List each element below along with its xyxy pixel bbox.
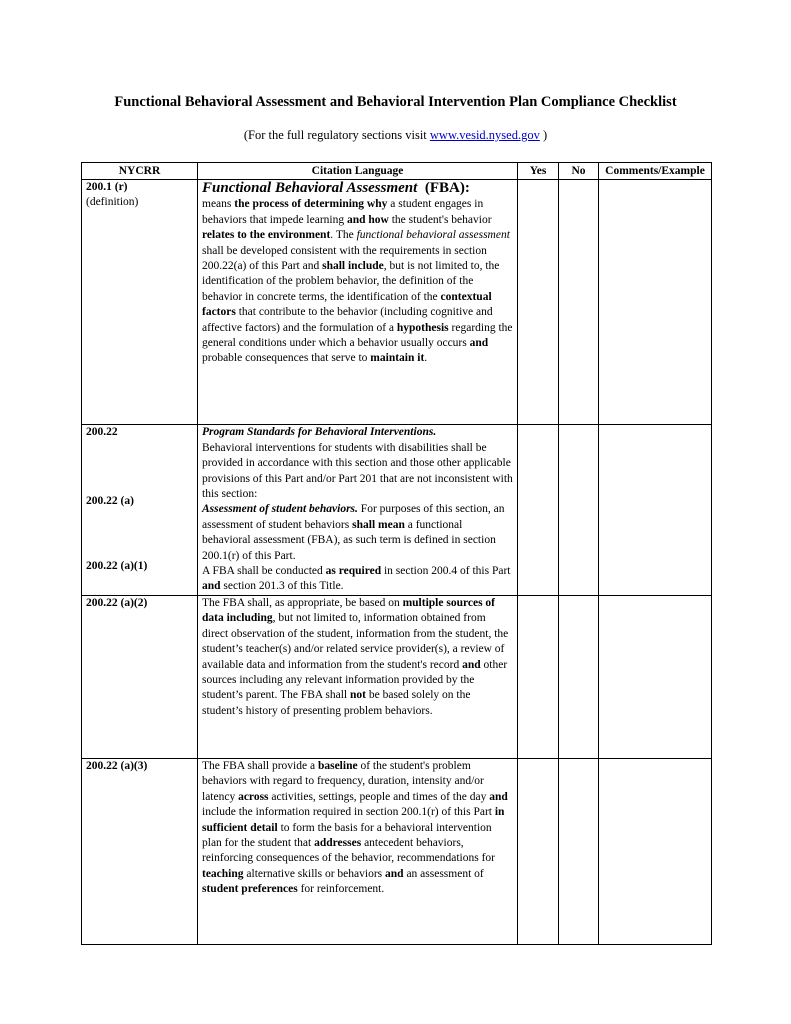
citation: 200.22 bbox=[86, 426, 118, 439]
text-run: and how bbox=[346, 213, 389, 226]
subtitle-after: ) bbox=[539, 128, 548, 142]
page-title: Functional Behavioral Assessment and Behavioral Intervention Plan Compliance Checklist bbox=[114, 94, 677, 110]
page-subtitle bbox=[0, 128, 791, 143]
text-run: probable consequences that serve to bbox=[202, 352, 371, 365]
citation-text bbox=[202, 596, 513, 719]
nycrr-cell bbox=[82, 425, 198, 595]
text-run: The FBA shall, as appropriate, be based on bbox=[202, 596, 403, 609]
citation: 200.22 (a)(1) bbox=[86, 560, 148, 573]
row-heading: Program Standards for Behavioral Interventions. bbox=[202, 426, 437, 439]
table-row bbox=[82, 595, 712, 758]
citation: 200.22 (a) bbox=[86, 495, 134, 508]
header-nycrr: NYCRR bbox=[82, 163, 198, 180]
text-run: to form the basis for a behavioral intervention plan for the student that bbox=[202, 821, 492, 849]
yes-cell[interactable] bbox=[518, 425, 559, 595]
text-run: functional behavioral assessment bbox=[356, 229, 510, 242]
comments-cell[interactable] bbox=[599, 425, 712, 595]
table-row bbox=[82, 425, 712, 595]
text-run: include the information required in section 200.1(r) of this Part bbox=[202, 806, 495, 819]
text-run: and bbox=[202, 580, 221, 593]
table-header-row bbox=[82, 163, 712, 180]
text-run: multiple sources of data including bbox=[202, 596, 495, 625]
text-run: the student's behavior bbox=[388, 213, 492, 226]
comments-cell[interactable] bbox=[599, 595, 712, 758]
text-run: of the student's problem behaviors with regard to frequency, duration, intensity and/or latency bbox=[202, 759, 484, 803]
citation: 200.1 (r) bbox=[86, 181, 128, 194]
header-citation-language: Citation Language bbox=[198, 163, 518, 180]
text-run: for reinforcement. bbox=[297, 883, 385, 896]
text-run: baseline bbox=[317, 759, 358, 772]
citation-text bbox=[202, 197, 513, 366]
comments-cell[interactable] bbox=[599, 180, 712, 425]
citation-text bbox=[202, 759, 513, 898]
text-run: an assessment of bbox=[403, 867, 484, 880]
text-run: For purposes of this section, an assessment of student behaviors bbox=[202, 503, 505, 531]
no-cell[interactable] bbox=[559, 425, 599, 595]
text-run: and bbox=[462, 658, 481, 671]
text-run: and bbox=[385, 867, 404, 880]
text-run: section 201.3 of this Title. bbox=[220, 580, 344, 593]
subtitle-before: (For the full regulatory sections visit bbox=[243, 128, 430, 142]
citation-note: (definition) bbox=[86, 196, 139, 209]
text-run: teaching bbox=[202, 867, 244, 880]
text-run: a student engages in behaviors that impede learning bbox=[202, 198, 484, 226]
text-run: the process of determining why bbox=[234, 198, 388, 211]
text-run: antecedent behaviors, reinforcing consequences of the behavior, recommendations for bbox=[202, 836, 495, 865]
citation: 200.22 (a)(2) bbox=[86, 596, 148, 609]
text-run: alternative skills or behaviors bbox=[243, 867, 386, 880]
text-run: in sufficient detail bbox=[202, 806, 505, 834]
yes-cell[interactable] bbox=[518, 595, 559, 758]
text-run: and bbox=[489, 790, 508, 803]
header-comments: Comments/Example bbox=[599, 163, 712, 180]
comments-cell[interactable] bbox=[599, 758, 712, 944]
vesid-link[interactable]: www.vesid.nysed.gov bbox=[429, 128, 540, 142]
citation-text bbox=[202, 441, 513, 595]
text-run: means bbox=[202, 198, 235, 211]
text-run: , but not limited to, information obtained from direct observation of the student, information from the student, the student’s teacher(s) and/or related service provider(s), a review of available data and information from the student's record bbox=[202, 612, 509, 671]
text-run: be based solely on the student’s history of presenting problem behaviors. bbox=[202, 689, 471, 717]
citation: 200.22 (a)(3) bbox=[86, 759, 148, 772]
text-run: shall include bbox=[322, 260, 384, 273]
row-heading bbox=[202, 180, 513, 197]
text-run: a functional behavioral assessment (FBA), as such term is defined in section 200.1(r) of this Part. bbox=[202, 518, 496, 562]
text-run: The FBA shall provide a bbox=[202, 759, 318, 772]
text-run: , but is not limited to, the identification of the problem behavior, the definition of the behavior in concrete terms, the identification of the bbox=[202, 260, 500, 303]
text-run: in section 200.4 of this Part bbox=[381, 565, 511, 578]
text-run: A FBA shall be conducted bbox=[202, 565, 326, 578]
text-run: other sources including any relevant information provided by the student’s parent. The FBA shall bbox=[202, 658, 508, 702]
citation-language-cell bbox=[198, 595, 518, 758]
text-run: . The bbox=[330, 229, 357, 242]
yes-cell[interactable] bbox=[518, 758, 559, 944]
text-run: across bbox=[238, 790, 269, 803]
text-run: . bbox=[424, 352, 428, 365]
text-run: that contribute to the behavior (including cognitive and affective factors) and the formulation of a bbox=[202, 306, 493, 334]
text-run: shall mean bbox=[352, 518, 405, 531]
text-run: and bbox=[469, 337, 489, 350]
citation-language-cell bbox=[198, 425, 518, 595]
yes-cell[interactable] bbox=[518, 180, 559, 425]
text-run: shall be developed consistent with the requirements in section 200.22(a) of this Part and bbox=[202, 244, 487, 273]
citation-language-cell bbox=[198, 758, 518, 944]
text-run: as required bbox=[325, 565, 382, 578]
text-run: addresses bbox=[314, 836, 362, 849]
no-cell[interactable] bbox=[559, 595, 599, 758]
no-cell[interactable] bbox=[559, 180, 599, 425]
text-run: regarding the general conditions under which a behavior usually occurs bbox=[202, 321, 513, 350]
nycrr-cell bbox=[82, 758, 198, 944]
nycrr-cell bbox=[82, 595, 198, 758]
compliance-checklist-table bbox=[81, 162, 712, 945]
text-run: activities, settings, people and times of the day bbox=[268, 790, 490, 803]
table-row bbox=[82, 180, 712, 425]
text-run: maintain it bbox=[370, 352, 425, 365]
table-row bbox=[82, 758, 712, 944]
text-run: Behavioral interventions for students with disabilities shall be provided in accordance with this section and those other applicable provisions of this Part and/or Part 201 that are not inconsistent with this section: bbox=[202, 441, 513, 501]
no-cell[interactable] bbox=[559, 758, 599, 944]
text-run: contextual factors bbox=[202, 290, 492, 319]
header-yes: Yes bbox=[518, 163, 559, 180]
text-run: not bbox=[350, 689, 366, 702]
text-run: student preferences bbox=[202, 883, 298, 896]
citation-language-cell bbox=[198, 180, 518, 425]
nycrr-cell bbox=[82, 180, 198, 425]
text-run: relates to the environment bbox=[202, 229, 331, 242]
row-heading-text: Functional Behavioral Assessment bbox=[202, 180, 418, 197]
text-run: Assessment of student behaviors. bbox=[202, 503, 358, 516]
row-heading-abbr: (FBA): bbox=[424, 180, 470, 197]
text-run: hypothesis bbox=[396, 321, 449, 334]
header-no: No bbox=[559, 163, 599, 180]
